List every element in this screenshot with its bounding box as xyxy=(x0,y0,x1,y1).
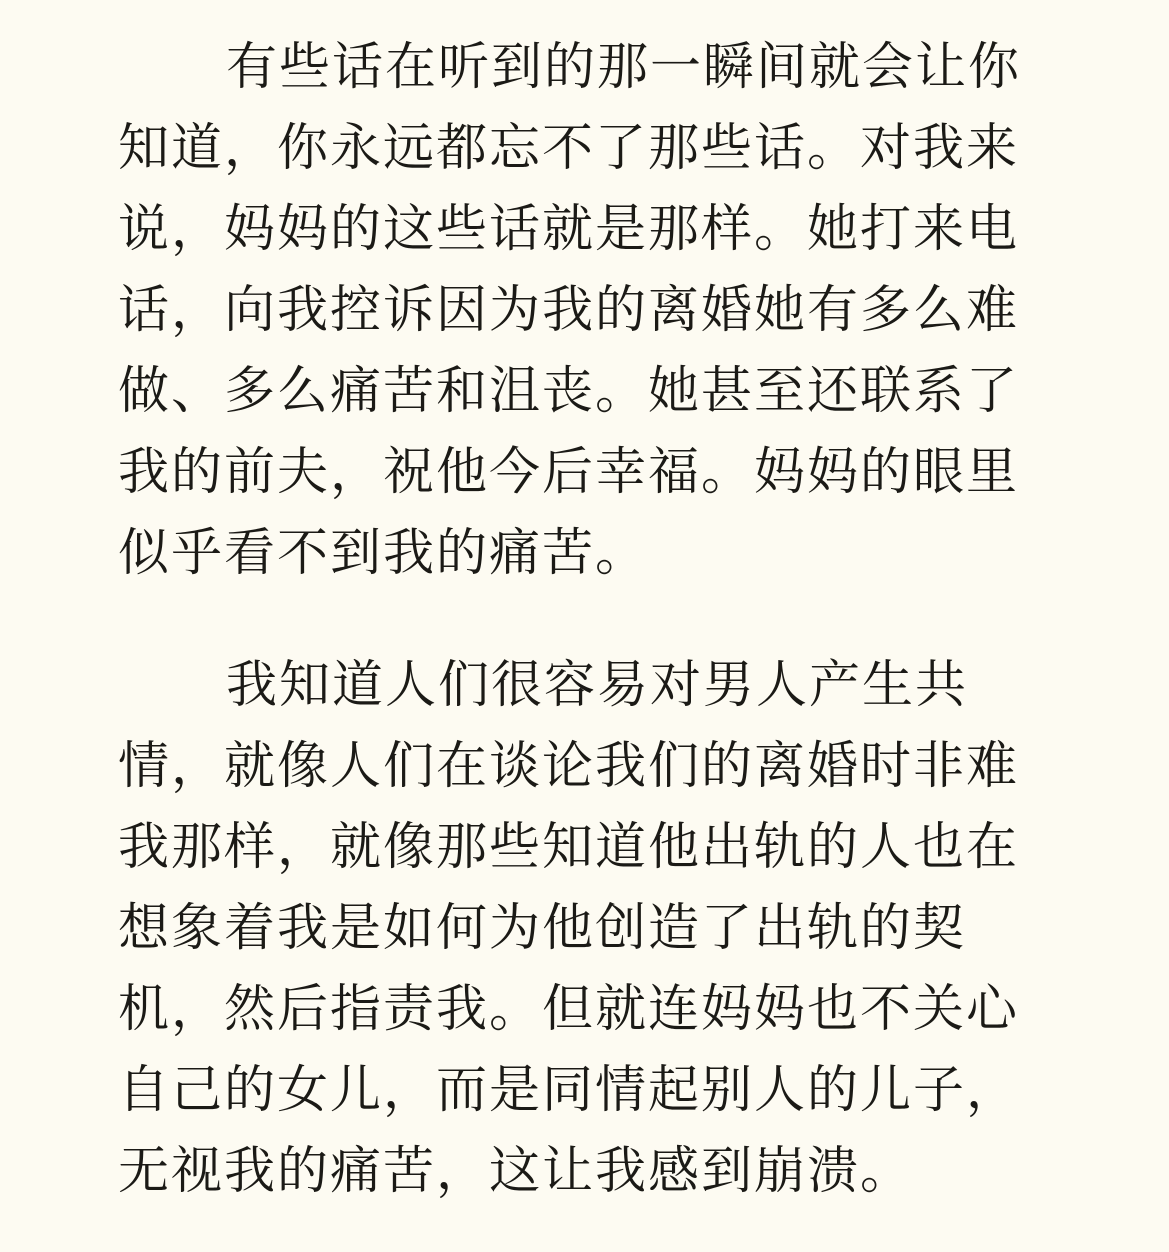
paragraph-2-line-5: 机，然后指责我。但就连妈妈也不关心 xyxy=(118,980,1020,1039)
paragraph-1 xyxy=(118,27,1038,594)
paragraph-1-line-2: 知道，你永远都忘不了那些话。对我来 xyxy=(118,119,1020,178)
paragraph-2-line-4: 想象着我是如何为他创造了出轨的契 xyxy=(118,899,967,958)
paragraph-2 xyxy=(118,645,1038,1212)
paragraph-1-line-6: 我的前夫，祝他今后幸福。妈妈的眼里 xyxy=(118,443,1020,502)
paragraph-1-line-3: 说，妈妈的这些话就是那样。她打来电 xyxy=(118,200,1020,259)
paragraph-1-line-4: 话，向我控诉因为我的离婚她有多么难 xyxy=(118,281,1020,340)
paragraph-1-line-7: 似乎看不到我的痛苦。 xyxy=(118,524,649,583)
paragraph-2-line-7: 无视我的痛苦，这让我感到崩溃。 xyxy=(118,1142,914,1201)
paragraph-2-line-1: 我知道人们很容易对男人产生共 xyxy=(226,656,969,715)
paragraph-2-line-3: 我那样，就像那些知道他出轨的人也在 xyxy=(118,818,1020,877)
paragraph-2-line-6: 自己的女儿，而是同情起别人的儿子， xyxy=(118,1061,1020,1120)
paragraph-1-line-5: 做、多么痛苦和沮丧。她甚至还联系了 xyxy=(118,362,1020,421)
paragraph-1-line-1: 有些话在听到的那一瞬间就会让你 xyxy=(226,38,1022,97)
paragraph-2-line-2: 情，就像人们在谈论我们的离婚时非难 xyxy=(118,737,1020,796)
